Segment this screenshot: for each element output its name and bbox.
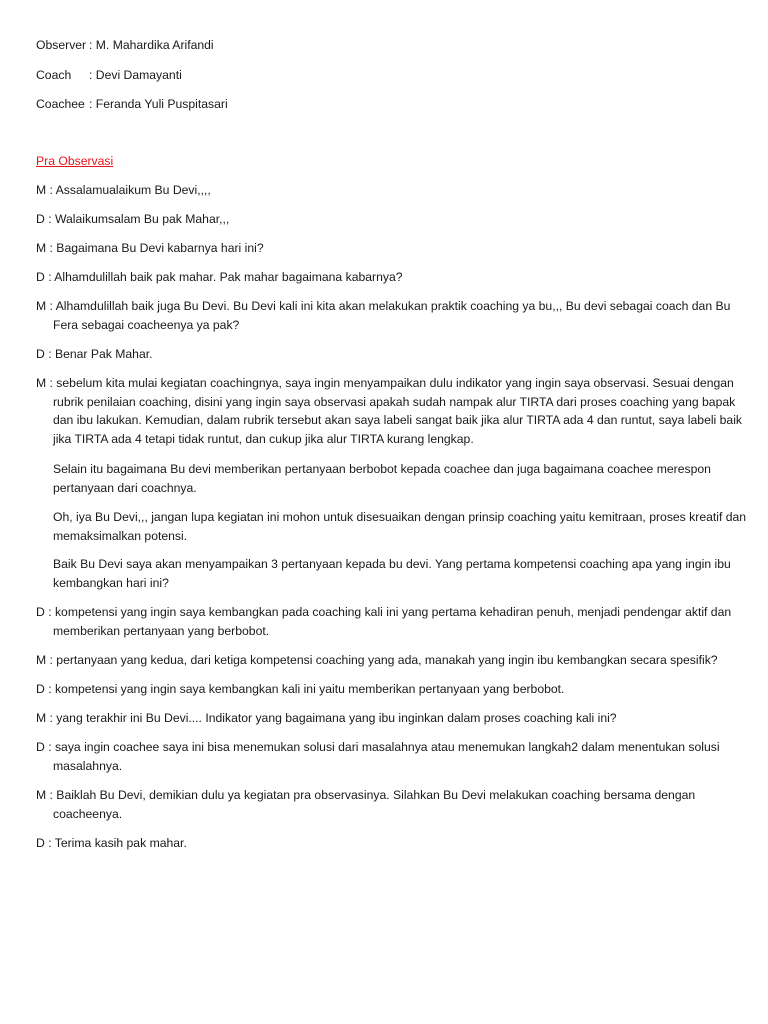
coachee-line xyxy=(36,95,228,113)
dialogue-line: D : Benar Pak Mahar. xyxy=(36,347,153,361)
section-title: Pra Observasi xyxy=(36,154,114,168)
dialogue-line: M : pertanyaan yang kedua, dari ketiga kompetensi coaching yang ada, manakah yang ingin ibu kembangkan secara spesifik? xyxy=(36,653,718,667)
observer-value: : M. Mahardika Arifandi xyxy=(89,38,214,52)
dialogue-line: M : Alhamdulillah baik juga Bu Devi. Bu Devi kali ini kita akan melakukan praktik coaching ya bu,,, Bu devi sebagai coach dan Bu Fera sebagai coacheenya ya pak? xyxy=(36,299,731,332)
dialogue-continuation: Oh, iya Bu Devi,,, jangan lupa kegiatan ini mohon untuk disesuaikan dengan prinsip coaching yaitu kemitraan, proses kreatif dan memaksimalkan potensi. xyxy=(53,510,747,543)
dialogue-line: D : saya ingin coachee saya ini bisa menemukan solusi dari masalahnya atau menemukan langkah2 dalam menentukan solusi masalahnya. xyxy=(36,740,720,773)
dialogue-line: M : sebelum kita mulai kegiatan coachingnya, saya ingin menyampaikan dulu indikator yang ingin saya observasi. Sesuai dengan rubrik penilaian coaching, disini yang ingin saya observasi apakah sudah nampak alur TIRTA dari proses coaching yang bapak dan ibu lakukan. Kemudian, dalam rubrik tersebut akan saya labeli sangat baik jika alur TIRTA ada 4 dan runtut, saya labeli baik jika TIRTA ada 4 tetapi tidak runtut, dan cukup jika alur TIRTA kurang lengkap. xyxy=(36,376,743,446)
coachee-value: : Feranda Yuli Puspitasari xyxy=(89,97,228,111)
dialogue-line: D : Terima kasih pak mahar. xyxy=(36,836,187,850)
dialogue-line: D : kompetensi yang ingin saya kembangkan pada coaching kali ini yang pertama kehadiran penuh, menjadi pendengar aktif dan memberikan pertanyaan yang berbobot. xyxy=(36,605,732,638)
coach-value: : Devi Damayanti xyxy=(89,68,182,82)
dialogue-line: M : Baiklah Bu Devi, demikian dulu ya kegiatan pra observasinya. Silahkan Bu Devi melakukan coaching bersama dengan coacheenya. xyxy=(36,788,696,821)
dialogue-line: M : Bagaimana Bu Devi kabarnya hari ini? xyxy=(36,241,264,255)
dialogue-line: M : yang terakhir ini Bu Devi.... Indikator yang bagaimana yang ibu inginkan dalam proses coaching kali ini? xyxy=(36,711,617,725)
dialogue-continuation: Selain itu bagaimana Bu devi memberikan pertanyaan berbobot kepada coachee dan juga bagaimana coachee merespon pertanyaan dari coachnya. xyxy=(53,462,711,495)
coachee-label: Coachee xyxy=(36,97,85,111)
dialogue-line: D : Alhamdulillah baik pak mahar. Pak mahar bagaimana kabarnya? xyxy=(36,270,403,284)
dialogue-line: D : kompetensi yang ingin saya kembangkan kali ini yaitu memberikan pertanyaan yang berbobot. xyxy=(36,682,565,696)
dialogue-continuation: Baik Bu Devi saya akan menyampaikan 3 pertanyaan kepada bu devi. Yang pertama kompetensi coaching apa yang ingin ibu kembangkan hari ini? xyxy=(53,557,731,590)
coach-label: Coach xyxy=(36,68,72,82)
dialogue-line: M : Assalamualaikum Bu Devi,,,, xyxy=(36,183,211,197)
observer-label: Observer xyxy=(36,38,87,52)
dialogue-line: D : Walaikumsalam Bu pak Mahar,,, xyxy=(36,212,230,226)
observer-line xyxy=(36,36,214,54)
coach-line xyxy=(36,66,182,84)
